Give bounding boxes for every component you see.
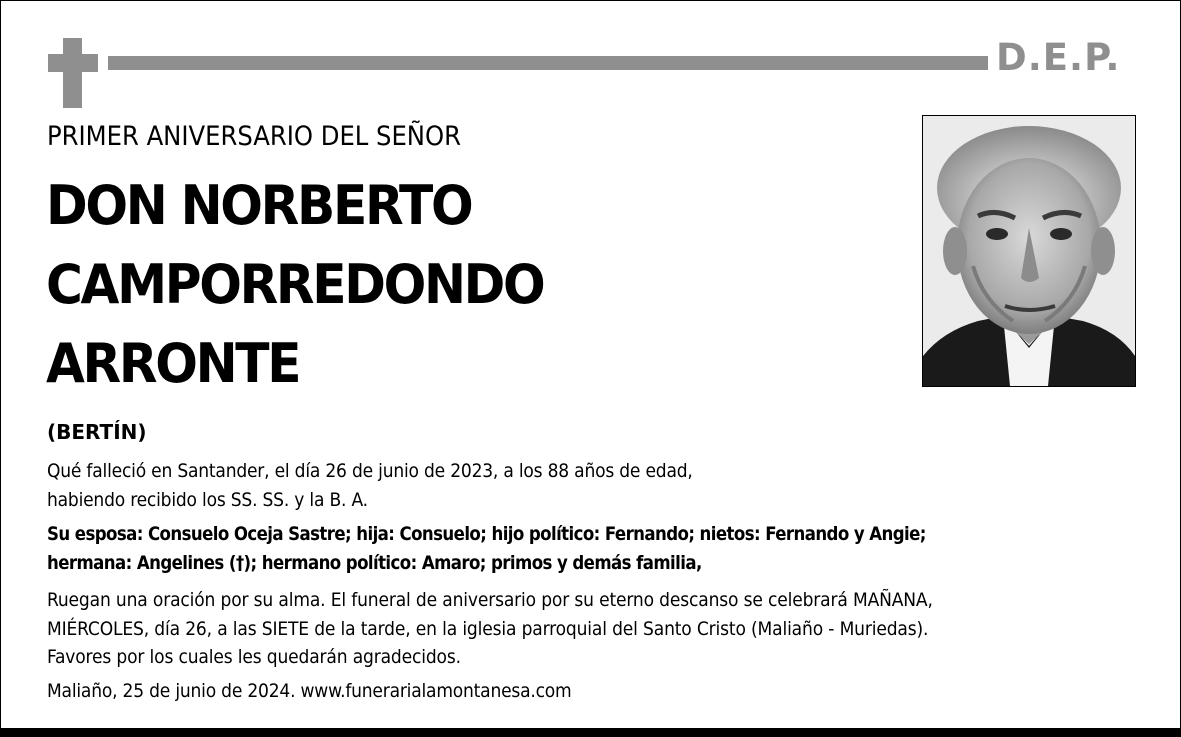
cross-icon-arm bbox=[48, 54, 98, 72]
portrait-photo bbox=[922, 115, 1136, 387]
header-rule bbox=[108, 56, 988, 70]
funeral-line-3: Favores por los cuales les quedarán agradecidos. bbox=[47, 646, 461, 668]
cross-icon bbox=[63, 38, 82, 108]
family-line-2: hermana: Angelines (†); hermano político: Amaro; primos y demás familia, bbox=[47, 551, 702, 574]
family-paragraph bbox=[47, 520, 926, 577]
funeral-line-1: Ruegan una oración por su alma. El funeral de aniversario por su eterno descanso se celebrará MAÑANA, bbox=[47, 589, 933, 611]
funeral-line-2: MIÉRCOLES, día 26, a las SIETE de la tarde, en la iglesia parroquial del Santo Cristo (Maliaño - Muriedas). bbox=[47, 617, 929, 640]
family-line-1: Su esposa: Consuelo Oceja Sastre; hija: Consuelo; hijo político: Fernando; nietos: Fernando y Angie; bbox=[47, 523, 926, 545]
pre-title: PRIMER ANIVERSARIO DEL SEÑOR bbox=[47, 121, 461, 152]
funeral-paragraph bbox=[47, 586, 933, 672]
name-line-3: ARRONTE bbox=[46, 332, 300, 395]
nickname: (BERTÍN) bbox=[47, 420, 147, 444]
name-line-2: CAMPORREDONDO bbox=[46, 253, 544, 316]
portrait-illustration bbox=[923, 116, 1135, 386]
death-line-1: Qué falleció en Santander, el día 26 de junio de 2023, a los 88 años de edad, bbox=[47, 460, 693, 482]
death-line-2: habiendo recibido los SS. SS. y la B. A. bbox=[47, 488, 368, 511]
footer-line: Maliaño, 25 de junio de 2024. www.funerarialamontanesa.com bbox=[47, 680, 572, 702]
name-line-1: DON NORBERTO bbox=[46, 174, 472, 237]
death-paragraph bbox=[47, 457, 693, 514]
deceased-name bbox=[46, 166, 543, 403]
dep-heading: D.E.P. bbox=[996, 36, 1121, 79]
bottom-bar bbox=[0, 728, 1181, 737]
